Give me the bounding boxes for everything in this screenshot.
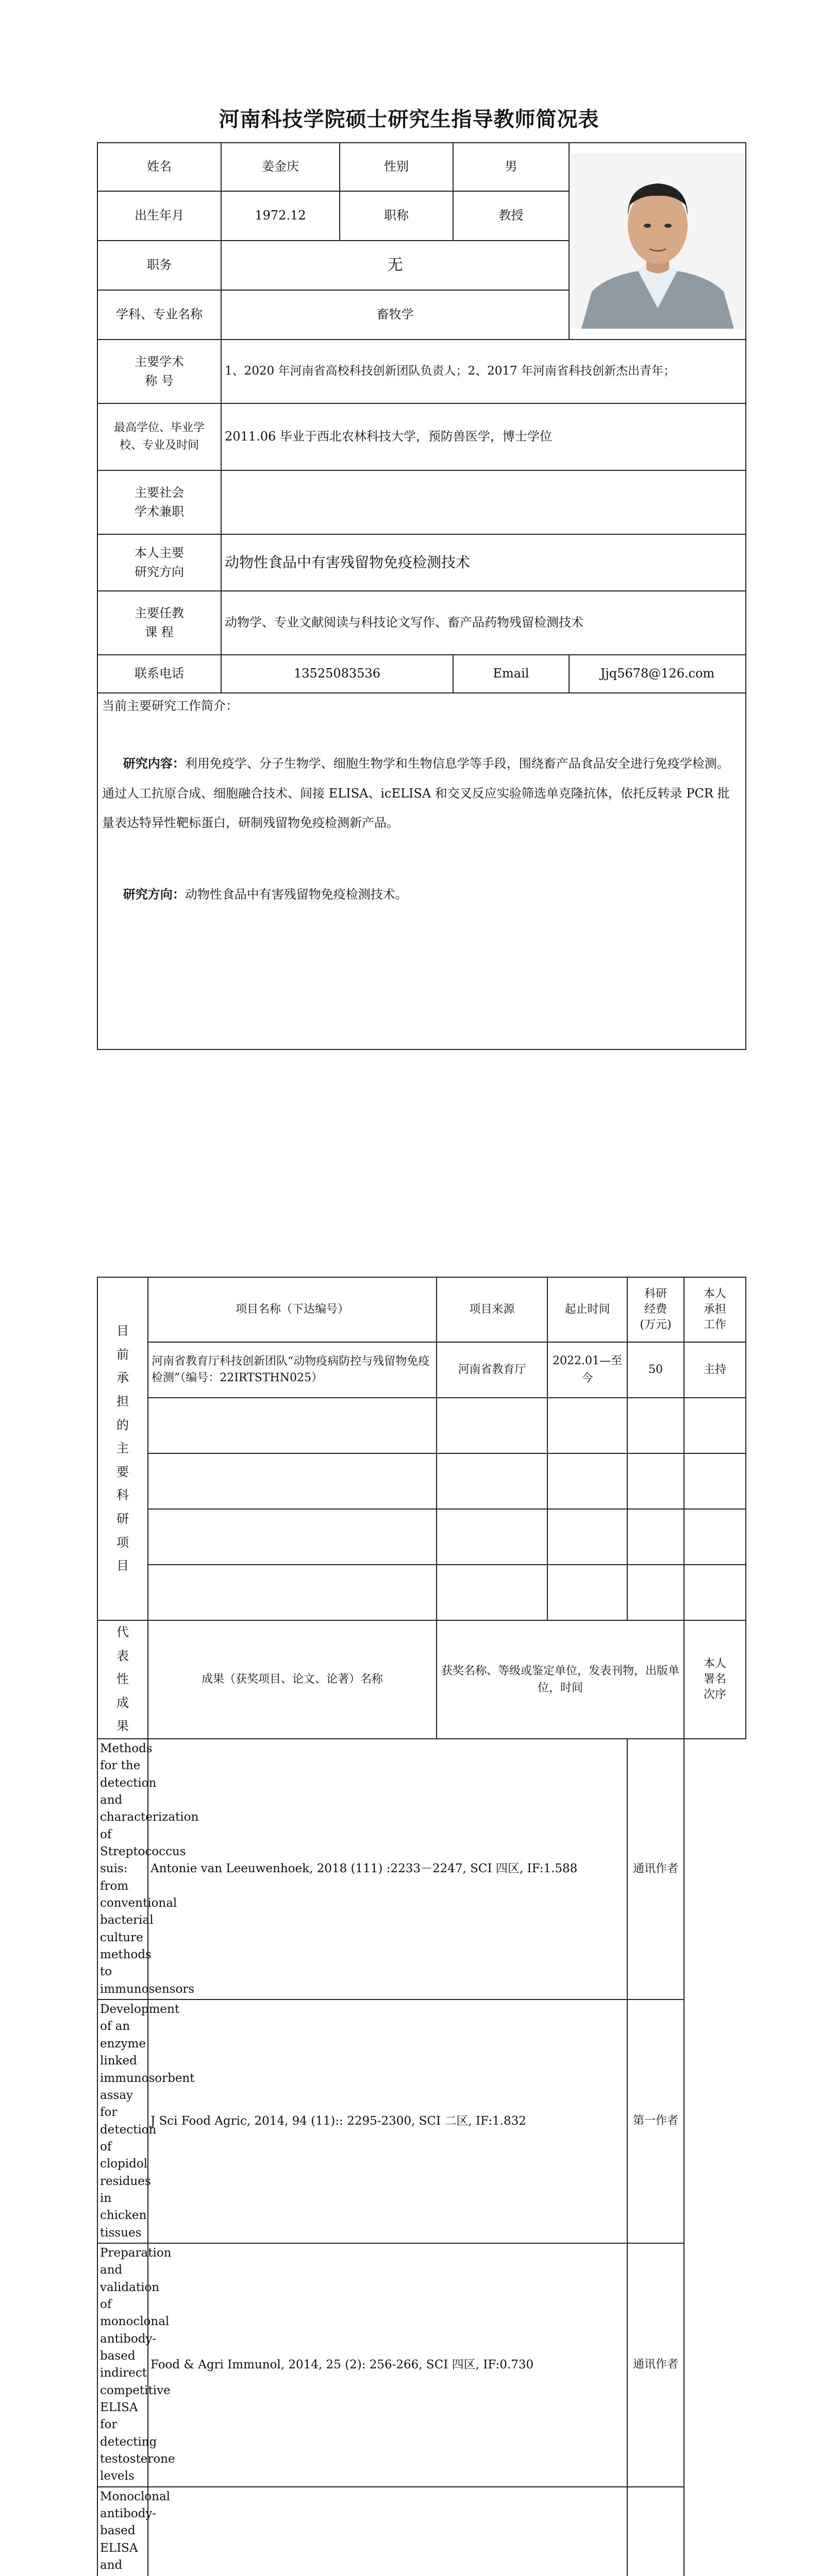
- degree-label-line2: 校、专业及时间: [119, 439, 199, 452]
- post-label: 职务: [97, 241, 221, 290]
- post-value: 无: [221, 241, 569, 290]
- portrait-photo: [571, 154, 744, 329]
- email-label: Email: [453, 655, 569, 693]
- research-content-label: 研究内容：: [123, 756, 185, 771]
- project-period-header: 起止时间: [547, 1277, 627, 1342]
- research-intro: [97, 693, 746, 1049]
- achievement-venue: Food & Agri Immunol, 2014, 25 (2): 256-266, SCI 四区, IF:0.730: [148, 2243, 627, 2487]
- achievement-rank: [627, 2487, 684, 2576]
- side-label-char: 目: [116, 1558, 129, 1573]
- honors-value: 1、2020 年河南省高校科技创新团队负责人；2、2017 年河南省科技创新杰出青年；: [221, 340, 746, 403]
- side-label-char: 的: [116, 1417, 129, 1432]
- project-row-name: 河南省教育厅科技创新团队“动物疫病防控与残留物免疫检测”（编号：22IRTSTHN025）: [148, 1342, 437, 1398]
- project-source-header: 项目来源: [437, 1277, 547, 1342]
- projects-side-label: [97, 1277, 148, 1620]
- achievement-title-header: 成果（获奖项目、论文、论著）名称: [148, 1620, 437, 1739]
- name-label: 姓名: [97, 143, 221, 191]
- side-label-char: 科: [116, 1488, 129, 1503]
- courses-value: 动物学、专业文献阅读与科技论文写作、畜产品药物残留检测技术: [221, 591, 746, 655]
- phone-label: 联系电话: [97, 655, 221, 693]
- title-label: 职称: [340, 191, 453, 241]
- side-label-char: 目: [116, 1324, 129, 1338]
- side-label-char: 表: [116, 1648, 129, 1663]
- direction-label-line2: 研究方向: [135, 565, 184, 579]
- side-label-char: 代: [116, 1625, 129, 1639]
- research-direction-paragraph: [102, 885, 741, 904]
- email-value: Jjq5678@126.com: [569, 655, 746, 693]
- photo-cell: [569, 143, 746, 340]
- fund-header-line1: 科研: [644, 1287, 667, 1301]
- achievement-venue: [148, 2487, 627, 2576]
- fund-header-line3: (万元): [640, 1318, 672, 1331]
- social-label: [97, 470, 221, 534]
- major-label: 学科、专业名称: [97, 290, 221, 340]
- achievement-row: [97, 1739, 746, 1999]
- courses-label-line1: 主要任教: [135, 605, 184, 620]
- side-label-char: 项: [116, 1535, 129, 1550]
- role-header-line2: 承担: [703, 1303, 726, 1316]
- rank-header-line3: 次序: [703, 1688, 726, 1701]
- achievement-row: [97, 2487, 746, 2576]
- birth-label: 出生年月: [97, 191, 221, 241]
- phone-value: 13525083536: [221, 655, 453, 693]
- project-empty-row: [97, 1565, 746, 1620]
- courses-label: [97, 591, 221, 655]
- side-label-char: 承: [116, 1370, 129, 1385]
- courses-label-line2: 课 程: [145, 625, 174, 639]
- degree-value: 2011.06 毕业于西北农林科技大学，预防兽医学，博士学位: [221, 403, 746, 470]
- achievement-venue: Antonie van Leeuwenhoek, 2018 (111) :2233－2247, SCI 四区, IF:1.588: [148, 1739, 627, 1999]
- achievement-title: Development of an enzyme linked immunosorbent assay for detection of clopidol residues in chicken tissues: [97, 1999, 148, 2243]
- major-value: 畜牧学: [221, 290, 569, 340]
- achievement-rank: 通讯作者: [627, 2243, 684, 2487]
- side-label-char: 要: [116, 1464, 129, 1479]
- rank-header-line2: 署名: [703, 1673, 726, 1686]
- direction-value: 动物性食品中有害残留物免疫检测技术: [221, 534, 746, 591]
- gender-label: 性别: [340, 143, 453, 191]
- side-label-char: 成: [116, 1695, 129, 1710]
- social-value: [221, 470, 746, 534]
- gender-value: 男: [453, 143, 569, 191]
- side-label-char: 前: [116, 1347, 129, 1362]
- achievement-row: [97, 1999, 746, 2243]
- research-direction-label: 研究方向：: [123, 886, 185, 902]
- research-content-paragraph: [102, 749, 741, 838]
- achievement-venue-header: 获奖名称、等级或鉴定单位，发表刊物，出版单位，时间: [437, 1620, 684, 1739]
- project-empty-row: [97, 1453, 746, 1509]
- project-empty-row: [97, 1509, 746, 1565]
- birth-value: 1972.12: [221, 191, 340, 241]
- name-value: 姜金庆: [221, 143, 340, 191]
- achievement-title: Methods for the detection and characterization of Streptococcus suis: from conventional bacterial culture methods to immunosensors: [97, 1739, 148, 1999]
- achievements-side-label: [97, 1620, 148, 1739]
- research-content-text: 利用免疫学、分子生物学、细胞生物学和生物信息学等手段，围绕畜产品食品安全进行免疫学检测。通过人工抗原合成、细胞融合技术、间接 ELISA、icELISA 和交叉反应实验筛选单克隆抗体，依托反转录 PCR 批量表达特异性靶标蛋白，研制残留物免疫检测新产品。: [102, 756, 730, 831]
- degree-label: [97, 403, 221, 470]
- project-row-role: 主持: [684, 1342, 746, 1398]
- basic-info-table: [97, 142, 746, 1050]
- fund-header-line2: 经费: [644, 1303, 667, 1316]
- side-label-char: 性: [116, 1672, 129, 1687]
- projects-achievements-table: [97, 1277, 746, 2576]
- honors-label-line1: 主要学术: [135, 354, 184, 369]
- achievement-rank: 通讯作者: [627, 1739, 684, 1999]
- project-row-source: 河南省教育厅: [437, 1342, 547, 1398]
- role-header-line1: 本人: [703, 1287, 726, 1301]
- side-label-char: 担: [116, 1394, 129, 1409]
- project-row-period: 2022.01—至今: [547, 1342, 627, 1398]
- project-fund-header: [627, 1277, 684, 1342]
- social-label-line1: 主要社会: [135, 485, 184, 500]
- direction-label: [97, 534, 221, 591]
- degree-label-line1: 最高学位、毕业学: [113, 421, 205, 434]
- title-value: 教授: [453, 191, 569, 241]
- project-name-header: 项目名称（下达编号）: [148, 1277, 437, 1342]
- achievement-title: Monoclonal antibody-based ELISA and: [97, 2487, 148, 2576]
- side-label-char: 研: [116, 1511, 129, 1526]
- project-role-header: [684, 1277, 746, 1342]
- achievement-rank: 第一作者: [627, 1999, 684, 2243]
- role-header-line3: 工作: [703, 1318, 726, 1331]
- document-title: 河南科技学院硕士研究生指导教师简况表: [219, 107, 599, 131]
- intro-heading: 当前主要研究工作简介：: [102, 699, 238, 713]
- achievement-rank-header: [684, 1620, 746, 1739]
- social-label-line2: 学术兼职: [135, 504, 184, 519]
- research-direction-text: 动物性食品中有害残留物免疫检测技术。: [185, 887, 408, 902]
- side-label-char: 果: [116, 1719, 129, 1734]
- achievement-title: Preparation and validation of monoclonal antibody-based indirect competitive ELISA for detecting testosterone levels: [97, 2243, 148, 2487]
- project-empty-row: [97, 1398, 746, 1453]
- side-label-char: 主: [116, 1441, 129, 1456]
- project-row-fund: 50: [627, 1342, 684, 1398]
- direction-label-line1: 本人主要: [135, 545, 184, 560]
- honors-label: [97, 340, 221, 403]
- honors-label-line2: 称 号: [145, 374, 174, 388]
- achievement-row: [97, 2243, 746, 2487]
- achievement-venue: J Sci Food Agric, 2014, 94 (11):: 2295-2300, SCI 二区, IF:1.832: [148, 1999, 627, 2243]
- rank-header-line1: 本人: [703, 1657, 726, 1671]
